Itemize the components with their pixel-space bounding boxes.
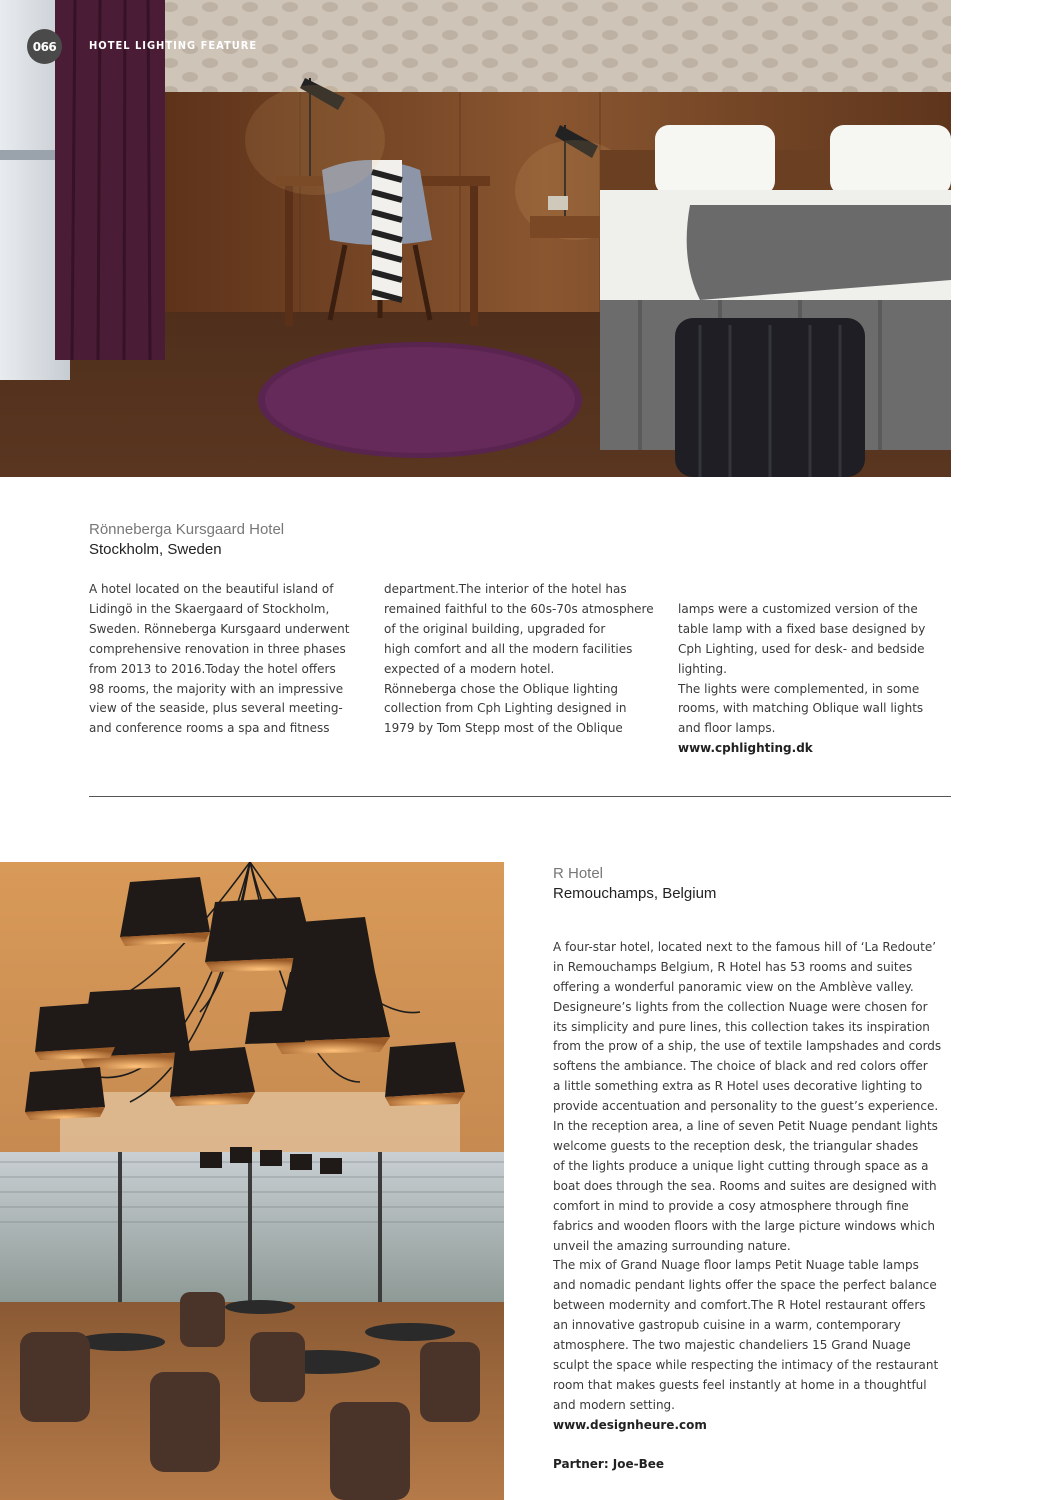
hotel-room-photo: [0, 0, 951, 477]
hotel1-text-col2: department.The interior of the hotel has remained faithful to the 60s-70s atmosphere of the original building, upgraded for high comfort and all the modern facilities expected of a modern hotel. Rönneberga chose the Oblique lighting collection from Cph Lighting designed in 1979 by Tom Stepp most of the Oblique: [384, 582, 654, 736]
hotel1-text-col3-body: lamps were a customized version of the table lamp with a fixed base designed by Cph Lighting, used for desk- and bedside lighting. The lights were complemented, in some rooms, with matching Oblique wall lights and floor lamps.: [678, 601, 926, 736]
section-title: HOTEL LIGHTING FEATURE: [89, 39, 258, 52]
hotel2-website-link[interactable]: www.designheure.com: [553, 1417, 707, 1432]
page-number-badge: [27, 29, 62, 64]
page-number: 066: [32, 39, 57, 54]
hotel1-text-col3: [678, 580, 953, 779]
section-divider: [89, 796, 951, 797]
hotel1-name: Rönneberga Kursgaard Hotel: [89, 521, 285, 538]
hotel2-name: R Hotel: [553, 865, 604, 882]
hotel2-location: Remouchamps, Belgium: [553, 885, 717, 902]
hotel1-website-link[interactable]: www.cphlighting.dk: [678, 741, 813, 756]
hotel1-location: Stockholm, Sweden: [89, 541, 222, 558]
hotel1-text-col1: A hotel located on the beautiful island of Lidingö in the Skaergaard of Stockholm, Sweden. Rönneberga Kursgaard underwent comprehensive renovation in three phases from 2013 to 2016.Today the hotel offers 98 rooms, the majority with an impressive view of the seaside, plus several meeting- and conference rooms a spa and fitness: [89, 582, 350, 736]
hotel2-text-body: A four-star hotel, located next to the famous hill of ‘La Redoute’ in Remouchamps Belgium, R Hotel has 53 rooms and suites offering a wonderful panoramic view on the Amblève valley. Designeure’s lights from the collection Nuage were chosen for its simplicity and pure lines, this collection takes its inspiration from the prow of a ship, the use of textile lampshades and cords softens the ambiance. The choice of black and red colors offer a little something extra as R Hotel uses decorative lighting to provide accentuation and personality to the guest’s experience. In the reception area, a line of seven Petit Nuage pendant lights welcome guests to the reception desk, the triangular shades of the lights produce a unique light cutting through space as a boat does through the sea. Rooms and suites are designed with comfort in mind to provide a cosy atmosphere through fine fabrics and wooden floors with the large picture windows which unveil the amazing surrounding nature. The mix of Grand Nuage floor lamps Petit Nuage table lamps and nomadic pendant lights offer the space the perfect balance between modernity and comfort.The R Hotel restaurant offers an innovative gastropub cuisine in a warm, contemporary atmosphere. The two majestic chandeliers 15 Grand Nuage sculpt the space while respecting the intimacy of the restaurant room that makes guests feel instantly at home in a thoughtful and modern setting.: [553, 939, 942, 1412]
restaurant-photo: [0, 862, 504, 1500]
hotel2-text: [553, 918, 953, 1495]
hotel2-partner: Partner: Joe-Bee: [553, 1457, 665, 1472]
